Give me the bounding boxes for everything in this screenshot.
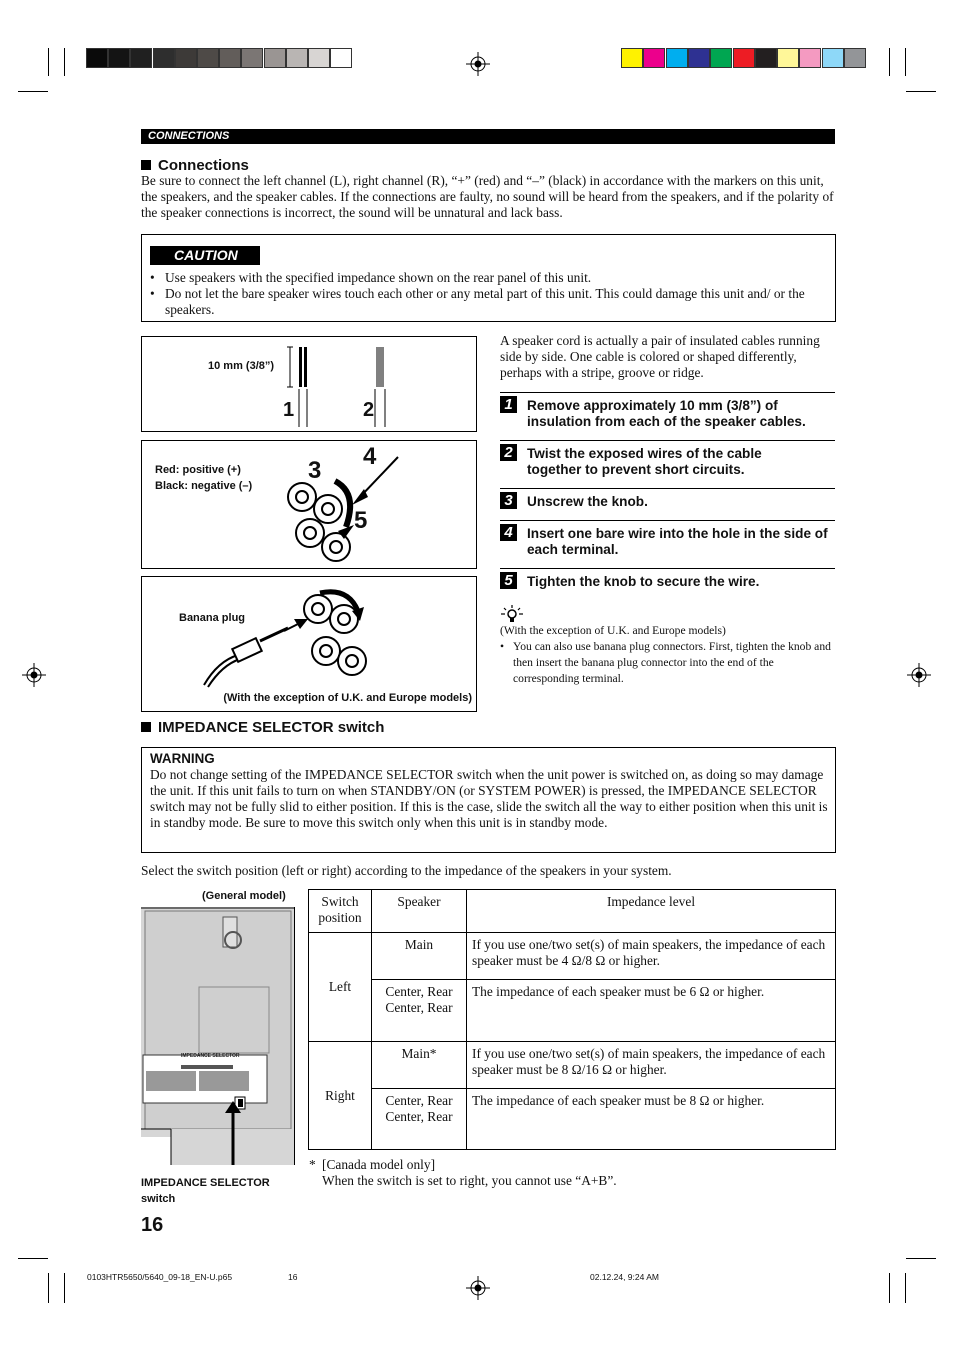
crop-mark	[906, 1258, 936, 1259]
square-bullet-icon	[141, 722, 151, 732]
impedance-switch-label-line1: IMPEDANCE SELECTOR	[141, 1177, 270, 1189]
crop-mark	[64, 1273, 65, 1303]
section-header-bar	[141, 129, 835, 144]
color-swatch	[643, 48, 665, 68]
rear-panel-drawing	[141, 907, 295, 1165]
square-bullet-icon	[141, 160, 151, 170]
connections-heading: Connections	[141, 157, 249, 174]
table-row	[309, 980, 836, 1042]
caution-item: •	[150, 286, 155, 301]
crop-mark	[64, 48, 65, 76]
step-number: 3	[500, 492, 517, 509]
registration-mark	[466, 52, 490, 76]
footnote-line2: When the switch is set to right, you cannot use “A+B”.	[322, 1173, 617, 1188]
speaker-terminal-figure	[141, 440, 477, 569]
header-switch-position: Switch position	[309, 890, 372, 933]
crop-mark	[905, 1273, 906, 1303]
banana-plug-label: Banana plug	[179, 612, 246, 624]
general-model-label: (General model)	[202, 890, 286, 902]
cell-right: Right	[309, 1042, 372, 1150]
gray-swatch	[175, 48, 197, 68]
tip-lightbulb-icon	[500, 605, 524, 623]
terminal-step-4-marker: 4	[363, 443, 377, 470]
warning-box	[141, 747, 836, 853]
banana-plug-figure	[141, 576, 477, 712]
table-row	[309, 1089, 836, 1150]
crop-mark	[18, 91, 48, 92]
rear-panel-illustration	[141, 907, 295, 1165]
color-swatch	[621, 48, 643, 68]
caution-box	[141, 234, 836, 322]
color-swatch	[733, 48, 755, 68]
cell-center-rear: Center, Rear Center, Rear	[372, 980, 467, 1042]
gray-swatch	[308, 48, 330, 68]
cell-left-main-level: If you use one/two set(s) of main speakers, the impedance of each speaker must be 4 Ω/8 Ω or higher.	[467, 933, 836, 980]
crop-mark	[48, 1273, 49, 1303]
gray-swatch	[130, 48, 152, 68]
gray-swatch	[153, 48, 175, 68]
step-1	[500, 392, 835, 441]
color-swatch	[666, 48, 688, 68]
cell-center-rear: Center, Rear Center, Rear	[372, 1089, 467, 1150]
step-2	[500, 440, 835, 489]
crop-mark	[48, 48, 49, 76]
page-number: 16	[141, 1214, 164, 1236]
footnote-star: *	[309, 1157, 316, 1172]
color-swatch	[688, 48, 710, 68]
cell-right-center-level: The impedance of each speaker must be 8 Ω or higher.	[467, 1089, 836, 1150]
registration-mark	[907, 663, 931, 687]
section-header-label: CONNECTIONS	[148, 130, 230, 142]
warning-text: Do not change setting of the IMPEDANCE SELECTOR switch when the unit power is switched on, as doing so may damage the unit. If this unit fails to turn on when STANDBY/ON (or SYSTEM POWER) is pressed, the IMPEDANCE SELECTOR switch may not be fully slid to either position. If this is the case, slide the switch all the way to either position when this unit is in standby mode. Be sure to move this switch only when this unit is in standby mode.	[150, 767, 828, 830]
step-4	[500, 520, 835, 569]
connections-body: Be sure to connect the left channel (L), right channel (R), “+” (red) and “–” (black) in accordance with the markers on this unit, the speakers, and the speaker cables. If the connections are faulty, no sound will be heard from the speakers, and if the polarity of the speaker connections is incorrect, the sound will be unnatural and lack bass.	[141, 173, 834, 220]
step-text: Unscrew the knob.	[527, 494, 648, 509]
select-switch-text: Select the switch position (left or right) according to the impedance of the speakers in your system.	[141, 863, 672, 878]
crop-mark	[906, 91, 936, 92]
step-number: 5	[500, 572, 517, 589]
crop-mark	[889, 1273, 890, 1303]
wire-length-label: 10 mm (3/8”)	[208, 360, 275, 372]
step-5	[500, 568, 835, 601]
gray-swatch	[330, 48, 352, 68]
table-row	[309, 933, 836, 980]
caution-item-text: Do not let the bare speaker wires touch each other or any metal part of this unit. This could damage this unit and/ or the speakers.	[165, 286, 805, 317]
gray-swatch	[286, 48, 308, 68]
table-header-row	[309, 890, 836, 933]
black-negative-label: Black: negative (–)	[155, 480, 253, 492]
color-swatch	[710, 48, 732, 68]
caution-item-text: Use speakers with the specified impedance shown on the rear panel of this unit.	[165, 270, 592, 285]
step-text: Tighten the knob to secure the wire.	[527, 574, 760, 589]
terminal-step-5-marker: 5	[354, 507, 368, 534]
cell-right-main-level: If you use one/two set(s) of main speakers, the impedance of each speaker must be 8 Ω/16 Ω or higher.	[467, 1042, 836, 1089]
caution-label: CAUTION	[150, 246, 260, 265]
panel-impedance-label: IMPEDANCE SELECTOR	[181, 1053, 240, 1059]
cell-main: Main	[372, 933, 467, 980]
impedance-heading: IMPEDANCE SELECTOR switch	[141, 719, 384, 736]
crop-mark	[889, 48, 890, 76]
speaker-cord-intro: A speaker cord is actually a pair of insulated cables running side by side. One cable is colored or shaped differently, perhaps with a stripe, groove or ridge.	[500, 333, 820, 380]
banana-plug-note: (With the exception of U.K. and Europe models)	[223, 692, 472, 704]
step-number: 1	[500, 396, 517, 413]
caution-item: •	[150, 270, 155, 285]
print-footer-date: 02.12.24, 9:24 AM	[590, 1272, 659, 1282]
gray-swatch	[241, 48, 263, 68]
terminal-step-3-marker: 3	[308, 457, 322, 484]
impedance-switch-label-line2: switch	[141, 1193, 176, 1205]
footnote-line1: [Canada model only]	[322, 1157, 436, 1172]
registration-mark	[466, 1276, 490, 1300]
print-footer-file: 0103HTR5650/5640_09-18_EN-U.p65	[87, 1272, 233, 1282]
tip-text: You can also use banana plug connectors. First, tighten the knob and then insert the banana plug connector into the end of the corresponding terminal.	[513, 640, 831, 685]
step-text: Remove approximately 10 mm (3/8”) of insulation from each of the speaker cables.	[527, 398, 806, 429]
gray-swatch	[219, 48, 241, 68]
cell-left: Left	[309, 933, 372, 1042]
terminal-illustration	[280, 445, 430, 567]
wire-strip-figure	[141, 336, 477, 432]
gray-swatch	[108, 48, 130, 68]
cell-left-center-level: The impedance of each speaker must be 6 Ω or higher.	[467, 980, 836, 1042]
cell-main-star: Main*	[372, 1042, 467, 1089]
header-speaker: Speaker	[372, 890, 467, 933]
table-row	[309, 1042, 836, 1089]
warning-label: WARNING	[150, 751, 215, 766]
wire-step-1-marker: 1	[283, 399, 295, 421]
wire-step-2-marker: 2	[363, 399, 375, 421]
panel-set-before-label: SET BEFORE POWER ON	[181, 1059, 230, 1064]
color-swatch	[755, 48, 777, 68]
red-positive-label: Red: positive (+)	[155, 464, 241, 476]
step-3	[500, 488, 835, 521]
impedance-table	[308, 889, 836, 1150]
gray-swatch	[264, 48, 286, 68]
step-text: Insert one bare wire into the hole in the side of each terminal.	[527, 526, 828, 557]
gray-swatch	[86, 48, 108, 68]
banana-plug-illustration	[198, 581, 398, 689]
registration-mark	[22, 663, 46, 687]
step-number: 2	[500, 444, 517, 461]
print-footer-page: 16	[288, 1272, 298, 1282]
color-swatch	[799, 48, 821, 68]
color-swatch	[822, 48, 844, 68]
tip-qualifier: (With the exception of U.K. and Europe models)	[500, 624, 726, 637]
stripped-wire-illustration	[282, 341, 402, 429]
crop-mark	[18, 1258, 48, 1259]
tip-bullet: •	[500, 640, 505, 653]
color-swatch	[777, 48, 799, 68]
header-impedance-level: Impedance level	[467, 890, 836, 933]
step-text: Twist the exposed wires of the cable together to prevent short circuits.	[527, 446, 762, 477]
gray-swatch	[197, 48, 219, 68]
crop-mark	[905, 48, 906, 76]
color-swatch	[844, 48, 866, 68]
step-number: 4	[500, 524, 517, 541]
